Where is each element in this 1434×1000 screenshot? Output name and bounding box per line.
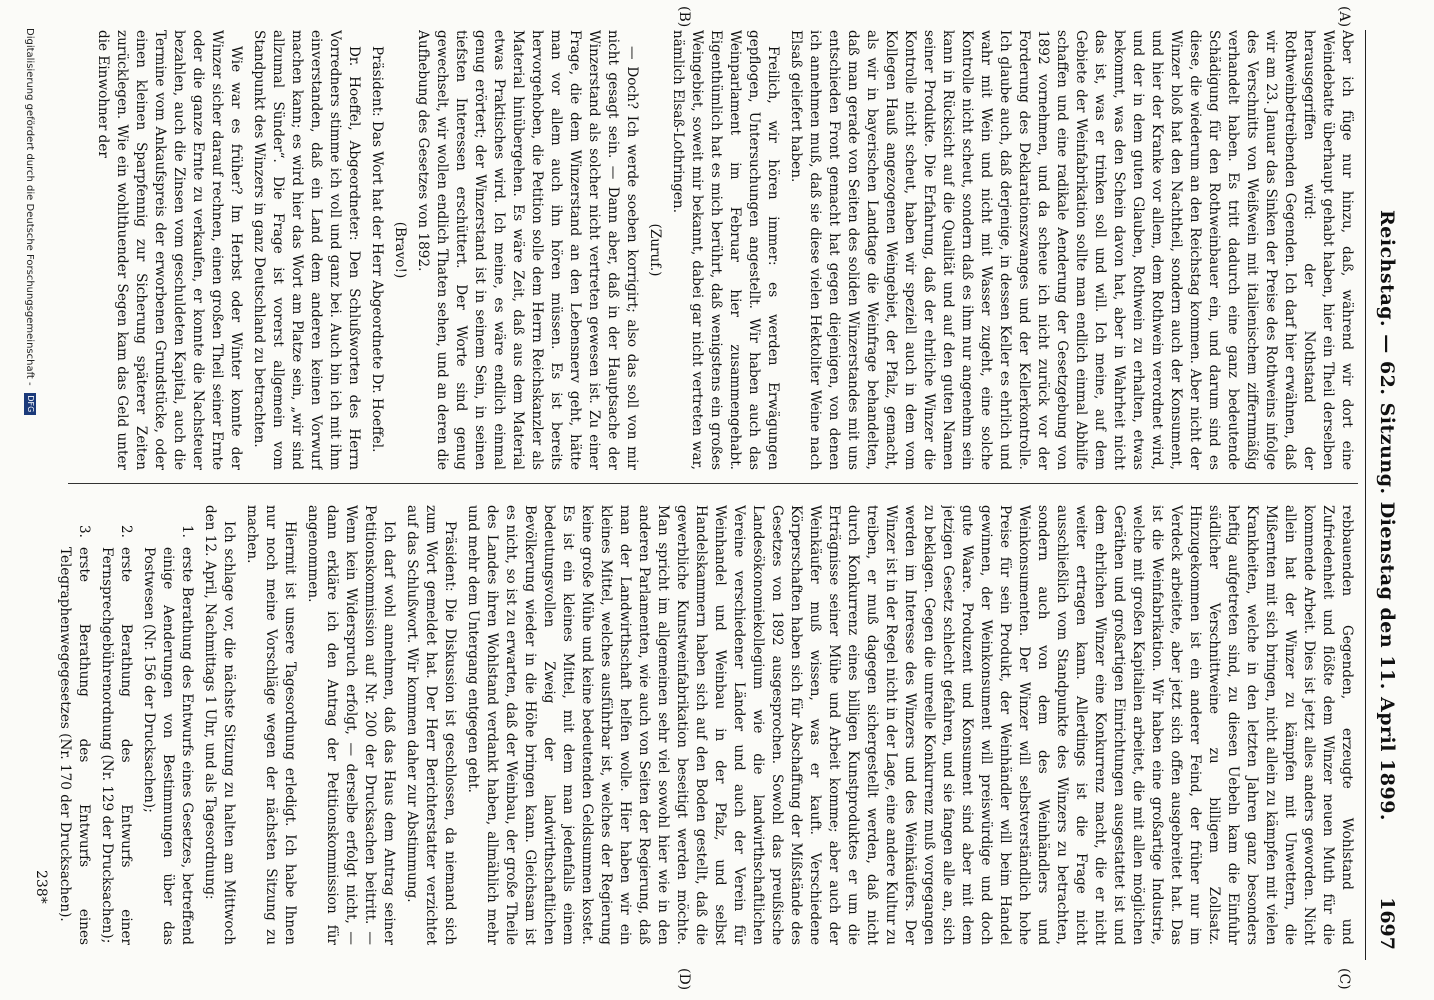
agenda-item-text: erste Berathung des Entwurfs einer Fernsprechgebührenordnung (Nr. 129 der Drucksachen);: [99, 547, 134, 945]
right-column: [56, 505, 1356, 945]
agenda-item-text: erste Berathung des Entwurfs eines Telegraphenwegegesetzes (Nr. 170 der Drucksachen).: [57, 547, 92, 945]
president-remark: Präsident: Die Diskussion ist geschlossen, da niemand sich zum Wort gemeldet hat. Der Herr Berichterstatter verzichtet auf das Schlußwort. Wir kommen daher zur Abstimmung.: [404, 505, 458, 945]
agenda-item-number: 1.: [179, 525, 195, 538]
digitization-note: [24, 28, 36, 968]
column-divider: [68, 483, 1358, 484]
margin-marker-d: (D): [676, 968, 692, 991]
margin-marker-b: (B): [676, 6, 692, 28]
header-title: Reichstag. — 62. Sitzung. Dienstag den 11. April 1899.: [1376, 210, 1398, 822]
agenda-list: [56, 525, 196, 945]
paragraph: Wie war es früher? Im Herbst oder Winter konnte der Winzer sicher darauf rechnen, einen großen Theil seiner Ernte oder die ganze Ernte zu verkaufen, er konnte die Nachsteuer bezahlen, auch die Zinsen vom geschuldeten Kapital, auch die Termine vom Ankaufspreis der erworbenen Grundstücke, oder einen kleinen Sparpfennig zur Sicherung späterer Zeiten zurücklegen. Wie ein wohlthuender Segen kam das Geld unter die Einwohner der: [95, 30, 244, 470]
left-column: [56, 30, 1356, 470]
dfg-logo-icon: DFG: [24, 393, 36, 415]
margin-marker-c: (C): [1336, 968, 1352, 990]
paragraph: rebbauenden Gegenden, erzeugte Wohlstand und Zufriedenheit und flößte dem Winzer neuen Muth für die kommende Arbeit. Dies ist jetzt alles anders geworden. Nicht allein hat der Winzer zu kämpfen mit Unwettern, die Mißernten mit sich bringen, nicht allein zu kämpfen mit vielen Krankheiten, welche in den letzten Jahren ganz besonders heftig aufgetreten sind, zu diesen Uebeln kam die Einfuhr südlicher Verschnittweine zu billigem Zollsatz. Hinzugekommen ist ein anderer Feind, der früher nur im Verdeck arbeitete, aber jetzt sich offen ausgebreitet hat. Das ist die Weinfabrikation. Wir haben eine großartige Industrie, welche mit großen Kapitalien arbeitet, die mit allen möglichen Geräthen und großartigen Einrichtungen ausgestattet ist und dem ehrlichen Winzer eine Konkurrenz macht, die er nicht weiter ertragen kann. Allerdings ist die Frage nicht ausschließlich vom Standpunkte des Winzers zu betrachten, sondern auch von dem des Weinhändlers und Weinkonsumenten. Der Winzer will selbstverständlich hohe Preise für sein Produkt, der Weinhändler will beim Handel gewinnen, der Weinkonsument will preiswürdige und doch gute Waare. Produzent und Konsument sind aber mit dem jetzigen Gesetz schlecht gefahren, und sie fangen alle an, sich zu beklagen. Gegen die unreelle Konkurrenz muß vorgegangen werden im Interesse des Winzers und des Weinkäufers. Der Winzer ist in der Regel nicht in der Lage, eine andere Kultur zu treiben, er muß dagegen sichergestellt werden, daß nicht durch Konkurrenz eines billigen Kunstproduktes er um die Erträgnisse seiner Mühe und Arbeit komme; aber auch der Weinkäufer muß wissen, was er kauft. Verschiedene Körperschaften haben sich für Abschaffung der Mißstände des Gesetzes von 1892 ausgesprochen. Sowohl das preußische Landesökonomiekollegium wie die landwirthschaftlichen Vereine verschiedener Länder und auch der Verein für Weinhandel und Weinbau in der Pfalz, und selbst Handelskammern haben sich auf den Boden gestellt, daß die gewerbliche Kunstweinfabrikation beseitigt werden möchte. Man spricht im allgemeinen sehr viel sowohl hier wie in den anderen Parlamenten, wie auch von Seiten der Regierung, daß man der Landwirthschaft helfen wolle. Hier haben wir ein kleines Mittel, welches ausführbar ist, welches der Regierung keine große Mühe und keine bedeutenden Geldsummen kostet. Es ist ein kleines Mittel, mit dem man jedenfalls einem bedeutungsvollen Zweig der landwirthschaftlichen Bevölkerung wieder in die Höhe bringen kann. Gleichsam ist es nicht, so ist zu erwarten, daß der Weinbau, der große Theile des Landes ihren Wohlstand verdankt haben, allmählich mehr und mehr dem Untergang entgegen geht.: [465, 505, 1355, 945]
paragraph: Ich schlage vor, die nächste Sitzung zu halten am Mittwoch den 12. April, Nachmittags 1 Uhr, und als Tagesordnung:: [202, 505, 237, 945]
page-header: [1365, 30, 1406, 960]
margin-marker-a: (A): [1336, 6, 1352, 28]
paragraph: Ich darf wohl annehmen, daß das Haus dem Antrag seiner Petitionskommission auf Nr. 200 der Drucksachen beitritt. — Wenn kein Widerspruch erfolgt, — derselbe erfolgt nicht, — dann erkläre ich den Antrag der Petitionskommission für angenommen.: [305, 505, 397, 945]
agenda-item: [97, 525, 135, 945]
paragraph: — Doch? Ich werde soeben korrigirt; also das soll von mir nicht gesagt sein. — Dann aber, daß in der Hauptsache der Winzerstand als solcher nicht vertreten gewesen ist. Zu einer Frage, die dem Winzerstand an den Lebensnerv geht, hätte man vor allem auch ihn hören müssen. Es ist bereits hervorgehoben, die Petition solle dem Herrn Reichskanzler als Material hinübergehen. Es wäre Zeit, daß aus dem Material etwas Praktisches wird. Ich meine, es wäre endlich einmal genug erörtert; der Winzerstand ist in seinem Sein, in seinen tiefsten Interessen erschüttert. Der Worte sind genug gewechselt, wir wollen endlich Thaten sehen, und an deren die Aufhebung des Gesetzes von 1892.: [415, 30, 640, 470]
sheet-number: 238*: [33, 870, 49, 904]
paragraph: Aber ich füge nur hinzu, daß, während wir dort eine Weindebatte überhaupt gehabt haben, hier ein Theil derselben herausgegriffen wird: der Nothstand der Rothweinbetreibenden Gegenden. Ich darf hier erwähnen, daß wir am 23. Januar das Sinken der Preise des Rothweins infolge des Verschnitts von Weißwein mit italienischem ziffernmäßig verhandelt haben. Es tritt dadurch eine ganz bedeutende Schädigung für den Rothweinbauer ein, und darum sind es diese, die wiederum an den Reichstag kommen. Aber nicht der Winzer bloß hat den Nachtheil, sondern auch der Konsument, und hier der Kranke vor allem, dem Rothwein verordnet wird, und der in dem guten Glauben, Rothwein zu erhalten, etwas bekommt, was den Schein davon hat, aber in Wahrheit nicht das ist, was er trinken soll und will. Ich meine, auf dem Gebiete der Weinfabrikation sollte man endlich einmal Abhilfe schaffen und eine radikale Aenderung der Gesetzgebung von 1892 vornehmen, und da scheue ich nicht zurück vor der Forderung des Deklarationszwanges und der Kellerkontrolle. Ich glaube auch, daß derjenige, in dessen Keller es ehrlich und wahr mit Wein und nicht mit Wasser zugeht, eine solche Kontrolle nicht scheut, sondern daß es ihm nur angenehm sein kann in Rücksicht auf die Qualität und auf den guten Namen seiner Produkte. Die Erfahrung, daß der ehrliche Winzer die Kontrolle nicht scheut, haben wir speziell auch in dem vom Kollegen Hauß angezogenen Weingebiet, der Pfalz, gemacht, als wir in bayerischen Landtage die Weinfrage behandelten, daß man gerade von Seiten des soliden Winzerstandes mit uns entschieden Front gemacht hat gegen diejenigen, von denen ich annehmen muß, daß sie diese vielen Hektoliter Weine nach Elsaß geliefert haben.: [788, 30, 1355, 470]
agenda-item-text: erste Berathung des Entwurfs eines Gesetzes, betreffend einige Aenderungen von Bestimmungen über das Postwesen (Nr. 156 der Drucksachen);: [141, 547, 195, 945]
applause: (Bravo!): [392, 221, 408, 279]
header-page-number: 1697: [1376, 897, 1398, 950]
agenda-item-number: 2.: [118, 525, 134, 538]
president-remark: Präsident: Das Wort hat der Herr Abgeordnete Dr. Hoeffel.: [369, 46, 385, 453]
paragraph: Hiermit ist unsere Tagesordnung erledigt. Ich habe Ihnen nur noch meine Vorschläge wegen der nächsten Sitzung zu machen.: [244, 505, 298, 945]
agenda-item: [56, 525, 93, 945]
agenda-item-number: 3.: [76, 525, 92, 538]
digitization-text: Digitalisierung gefördert durch die Deutsche Forschungsgemeinschaft -: [24, 28, 35, 386]
speaker-paragraph: Dr. Hoeffel, Abgeordneter: Den Schlußworten des Herrn Vorredners stimme ich voll und ganz bei. Auch bin ich mit ihm einverstanden, daß ein Land dem anderen keinen Vorwurf machen kann; es wird hier das Wort am Platze sein, „wir sind allzumal Sünder“. Die Frage ist vorerst allgemein vom Standpunkt des Winzers in ganz Deutschland zu betrachten.: [251, 30, 362, 470]
agenda-item: [139, 525, 196, 945]
interjection: (Zuruf.): [647, 223, 663, 277]
paragraph: Freilich, wir hören immer: es werden Erwägungen gepflogen, Untersuchungen angestellt. Wir haben auch das Weinparlament im Februar hier zusammengehabt. Eigenthümlich hat es mich berührt, daß wenigstens ein großes Weingebiet, soweit mir bekannt, dabei gar nicht vertreten war, nämlich Elsaß-Lothringen.: [670, 30, 781, 470]
